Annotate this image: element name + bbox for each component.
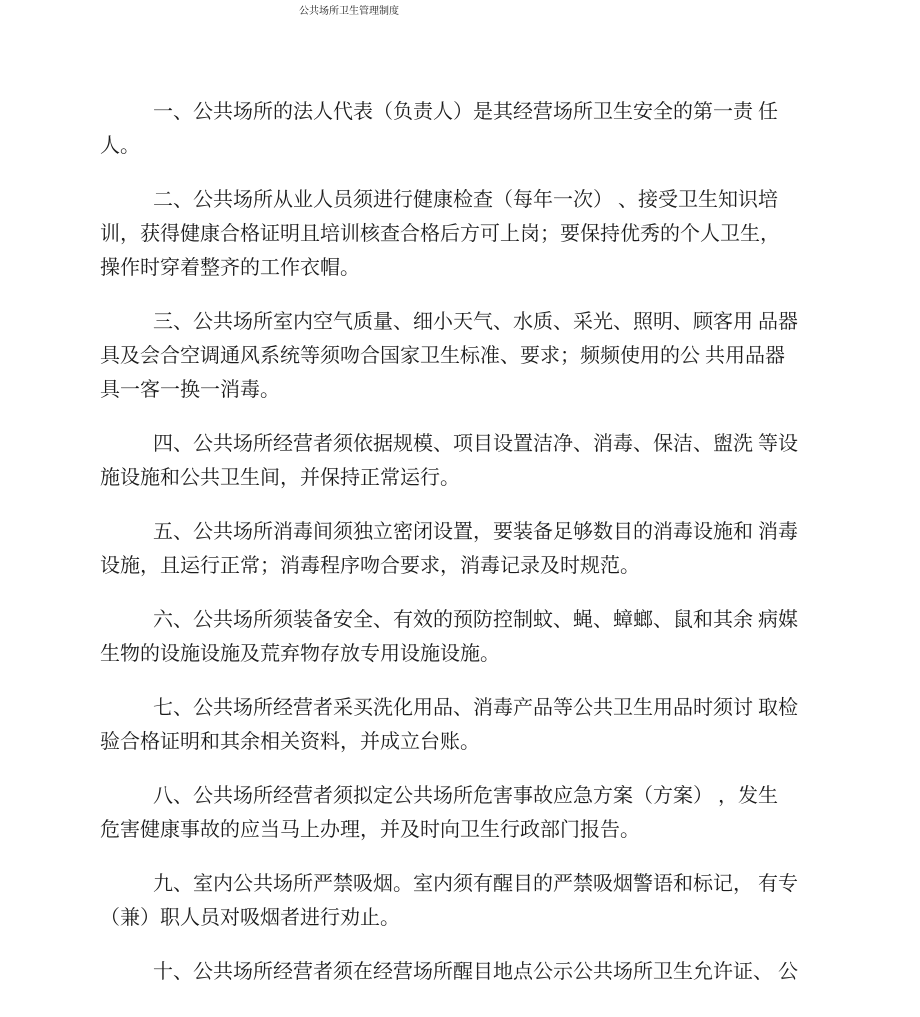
text-line: 一、公共场所的法人代表（负责人）是其经营场所卫生安全的第一责 任 [153,101,778,123]
paragraph [100,955,820,989]
paragraph [100,95,820,163]
text-line: 二、公共场所从业人员须进行健康检查（每年一次） 、接受卫生知识培 [153,189,778,211]
document-body [100,95,820,1009]
text-line: 七、公共场所经营者采买洗化用品、消毒产品等公共卫生用品时须讨 取检 [153,697,798,719]
text-line: 具一客一换一消毒。 [100,379,280,401]
paragraph [100,691,820,759]
text-line: 具及会合空调通风系统等须吻合国家卫生标准、要求；频频使用的公 共用品器 [100,345,785,367]
paragraph [100,603,820,671]
text-line: 五、公共场所消毒间须独立密闭设置，要装备足够数目的消毒设施和 消毒 [153,521,798,543]
text-line: 九、室内公共场所严禁吸烟。室内须有醒目的严禁吸烟警语和标记， 有专 [153,873,798,895]
paragraph [100,183,820,285]
text-line: 六、公共场所须装备安全、有效的预防控制蚊、蝇、蟑螂、鼠和其余 病媒 [153,609,798,631]
text-line: 生物的设施设施及荒弃物存放专用设施设施。 [100,643,500,665]
document-header: 公共场所卫生管理制度 [299,6,399,17]
text-line: 设施，且运行正常；消毒程序吻合要求，消毒记录及时规范。 [100,555,640,577]
text-line: 四、公共场所经营者须依据规模、项目设置洁净、消毒、保洁、盥洗 等设 [153,433,798,455]
text-line: 危害健康事故的应当马上办理，并及时向卫生行政部门报告。 [100,819,640,841]
paragraph [100,779,820,847]
text-line: 十、公共场所经营者须在经营场所醒目地点公示公共场所卫生允许证、 公 [153,961,798,983]
paragraph [100,867,820,935]
text-line: （兼）职人员对吸烟者进行劝止。 [100,907,400,929]
paragraph [100,515,820,583]
paragraph [100,305,820,407]
text-line: 人。 [100,135,140,157]
text-line: 三、公共场所室内空气质量、细小天气、水质、采光、照明、顾客用 品器 [153,311,798,333]
text-line: 训，获得健康合格证明且培训核查合格后方可上岗；要保持优秀的个人卫生， [100,223,780,245]
text-line: 八、公共场所经营者须拟定公共场所危害事故应急方案（方案） ，发生 [153,785,778,807]
text-line: 操作时穿着整齐的工作衣帽。 [100,257,360,279]
text-line: 施设施和公共卫生间，并保持正常运行。 [100,467,460,489]
text-line: 验合格证明和其余相关资料，并成立台账。 [100,731,480,753]
paragraph [100,427,820,495]
